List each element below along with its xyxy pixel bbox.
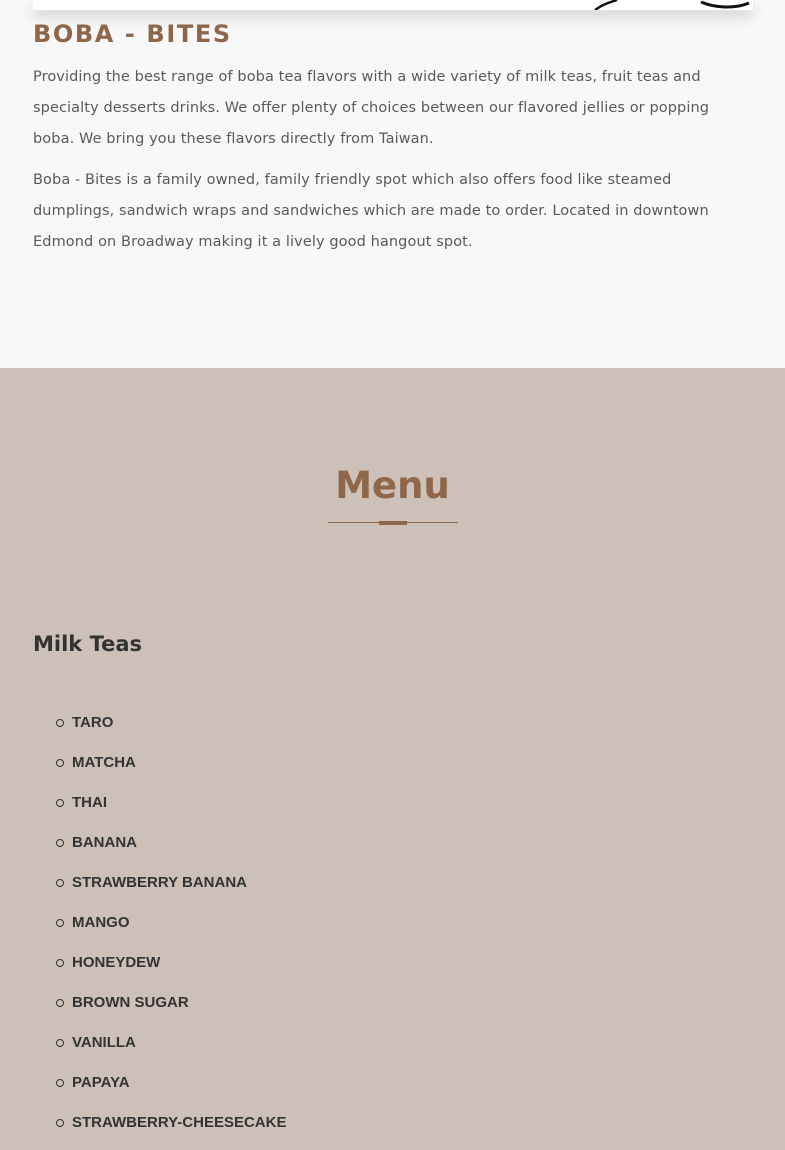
circle-bullet-icon <box>56 879 64 887</box>
circle-bullet-icon <box>56 799 64 807</box>
hero-image <box>33 0 753 10</box>
circle-bullet-icon <box>56 719 64 727</box>
title-divider-accent <box>379 521 407 525</box>
about-section <box>0 0 785 368</box>
about-paragraph-1: Providing the best range of boba tea flavors with a wide variety of milk teas, fruit teas and specialty desserts drinks. We offer plenty of choices between our flavored jellies or popping boba. We bring you these flavors directly from Taiwan. <box>33 69 710 147</box>
milk-tea-list <box>0 703 785 1143</box>
list-item <box>0 903 785 943</box>
item-label: HONEYDEW <box>72 954 161 971</box>
item-label: BANANA <box>72 834 137 851</box>
item-label: MANGO <box>72 914 130 931</box>
list-item <box>0 1103 785 1143</box>
circle-bullet-icon <box>56 1119 64 1127</box>
list-item <box>0 823 785 863</box>
item-label: STRAWBERRY-CHEESECAKE <box>72 1114 287 1131</box>
list-item <box>0 1023 785 1063</box>
list-item <box>0 863 785 903</box>
list-item <box>0 743 785 783</box>
circle-bullet-icon <box>56 839 64 847</box>
item-label: MATCHA <box>72 754 136 771</box>
item-label: VANILLA <box>72 1034 136 1051</box>
brand-title: BOBA - BITES <box>33 20 232 48</box>
circle-bullet-icon <box>56 1079 64 1087</box>
circle-bullet-icon <box>56 919 64 927</box>
list-item <box>0 783 785 823</box>
circle-bullet-icon <box>56 759 64 767</box>
item-label: THAI <box>72 794 107 811</box>
item-label: TARO <box>72 714 114 731</box>
item-label: PAPAYA <box>72 1074 130 1091</box>
circle-bullet-icon <box>56 959 64 967</box>
section-heading-milk-teas: Milk Teas <box>33 632 143 656</box>
boba-drawing-icon <box>593 0 753 10</box>
list-item <box>0 703 785 743</box>
menu-title: Menu <box>335 464 450 507</box>
list-item <box>0 983 785 1023</box>
circle-bullet-icon <box>56 1039 64 1047</box>
menu-section <box>0 368 785 1150</box>
list-item <box>0 1063 785 1103</box>
about-paragraph-2: Boba - Bites is a family owned, family friendly spot which also offers food like steamed dumplings, sandwich wraps and sandwiches which are made to order. Located in downtown Edmond on Broadway making it a lively good hangout spot. <box>33 172 709 250</box>
item-label: STRAWBERRY BANANA <box>72 874 248 891</box>
circle-bullet-icon <box>56 999 64 1007</box>
item-label: BROWN SUGAR <box>72 994 189 1011</box>
list-item <box>0 943 785 983</box>
